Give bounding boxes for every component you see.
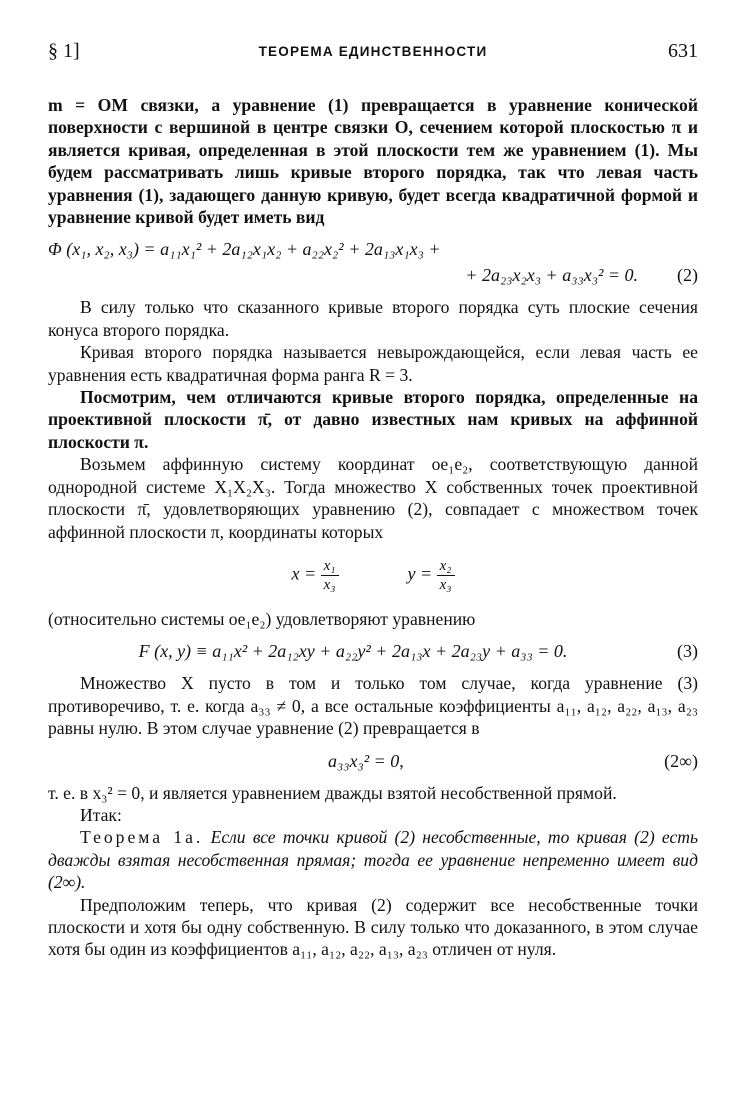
paragraph-compare: Посмотрим, чем отличаются кривые второго порядка, определенные на проективной плоскости π̄, от давно известных нам кривых на аффинной плоскости π. bbox=[48, 387, 698, 452]
frac-y-lhs: y = bbox=[407, 563, 433, 584]
paragraph-double-line: т. е. в x₃² = 0, и является уравнением дважды взятой несобственной прямой. bbox=[48, 782, 617, 803]
equation-3-tag: (3) bbox=[677, 641, 698, 662]
paragraph-sections: В силу только что сказанного кривые второго порядка суть плоские сечения конуса второго порядка. bbox=[48, 297, 698, 340]
equation-2-line-2: + 2a₂₃x₂x₃ + a₃₃x₃² = 0. bbox=[465, 265, 638, 286]
paragraph-itak: Итак: bbox=[80, 804, 122, 825]
section-marker: § 1] bbox=[48, 40, 80, 62]
equation-2-line-1: Φ (x₁, x₂, x₃) = a₁₁x₁² + 2a₁₂x₁x₂ + a₂₂x₂² + 2a₁₃x₁x₃ + bbox=[48, 239, 441, 260]
paragraph-nondegenerate: Кривая второго порядка называется невырождающейся, если левая часть ее уравнения есть квадратичная форма ранга R = 3. bbox=[48, 342, 698, 385]
equation-2-inf-tag: (2∞) bbox=[664, 750, 698, 771]
paragraph-empty-set: Множество X пусто в том и только том случае, когда уравнение (3) противоречиво, т. е. когда a₃₃ ≠ 0, а все остальные коэффициенты a₁₁, a₁₂, a₂₂, a₁₃, a₂₃ равны нулю. В этом случае уравнение (2) превращается в bbox=[48, 673, 698, 739]
equation-2 bbox=[48, 236, 698, 288]
theorem-text: Если все точки кривой (2) несобственные, то кривая (2) есть дважды взятая несобственная прямая; тогда ее уравнение непременно имеет вид (2∞). bbox=[48, 827, 698, 893]
theorem-1a bbox=[48, 826, 698, 893]
page-body bbox=[48, 94, 698, 961]
equation-3 bbox=[48, 638, 698, 664]
equation-2-inf bbox=[48, 748, 698, 774]
paragraph-relative: (относительно системы oe₁e₂) удовлетворяют уравнению bbox=[48, 608, 476, 629]
paragraph-affine-system: Возьмем аффинную систему координат oe₁e₂, соответствующую данной однородной системе X₁X₂X₃. Тогда множество X собственных точек проективной плоскости π̄, удовлетворяющих уравнению (2), совпадает с множеством точек аффинной плоскости π, координаты которых bbox=[48, 454, 698, 542]
frac-y-numerator: x₂ bbox=[437, 557, 455, 576]
frac-y-denominator: x₃ bbox=[439, 576, 452, 593]
equation-3-body: F (x, y) ≡ a₁₁x² + 2a₁₂xy + a₂₂y² + 2a₁₃x + 2a₂₃y + a₃₃ = 0. bbox=[138, 641, 568, 662]
frac-x bbox=[321, 557, 339, 594]
frac-y bbox=[437, 557, 455, 594]
paragraph-suppose: Предположим теперь, что кривая (2) содержит все несобственные точки плоскости и хотя бы одну собственную. В силу только что доказанного, в этом случае хотя бы один из коэффициентов a₁₁, a₁₂, a₂₂, a₁₃, a₂₃ отличен от нуля. bbox=[48, 894, 698, 960]
running-header bbox=[48, 40, 698, 68]
page-number: 631 bbox=[668, 40, 698, 62]
equation-2-tag: (2) bbox=[677, 265, 698, 286]
frac-x-denominator: x₃ bbox=[323, 576, 336, 593]
frac-x-lhs: x = bbox=[291, 563, 317, 584]
paragraph-intro: m = OM связки, а уравнение (1) превращается в уравнение конической поверхности с вершиной в центре связки O, сечением которой плоскостью π и является кривая, определенная в этой плоскости тем же уравнением (1). Мы будем рассматривать лишь кривые второго порядка, так что левая часть уравнения (1), задающего данную кривую, будет всегда квадратичной формой и уравнение кривой будет иметь вид bbox=[48, 95, 698, 228]
chapter-title: ТЕОРЕМА ЕДИНСТВЕННОСТИ bbox=[258, 44, 488, 59]
frac-x-numerator: x₁ bbox=[321, 557, 339, 576]
theorem-label: Теорема 1а. bbox=[80, 827, 204, 848]
coordinate-fractions bbox=[48, 557, 698, 594]
equation-2-inf-body: a₃₃x₃² = 0, bbox=[328, 750, 404, 771]
